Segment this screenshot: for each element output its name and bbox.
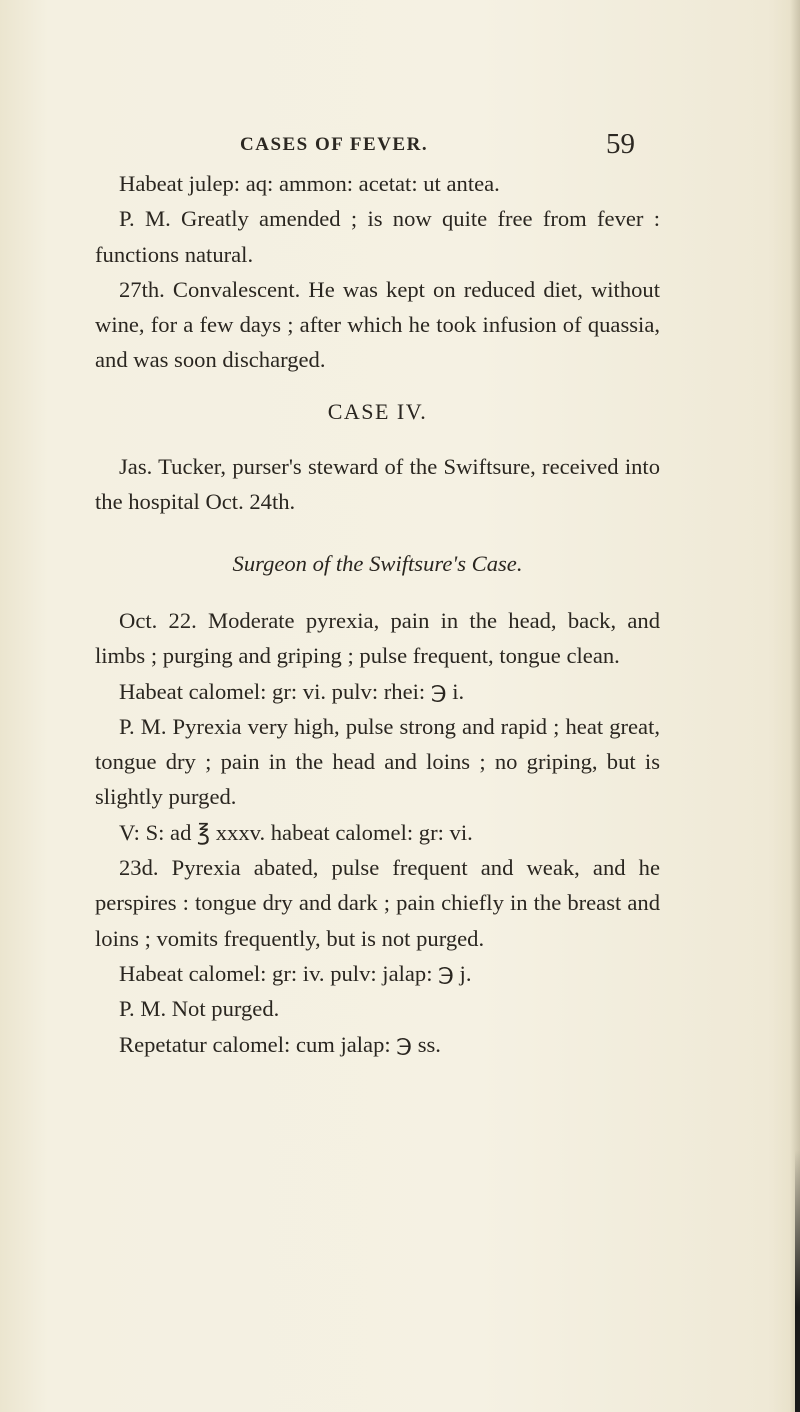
- case-entry: Habeat calomel: gr: iv. pulv: jalap: ℈ j.: [119, 960, 472, 986]
- case-entry: P. M. Not purged.: [119, 996, 280, 1022]
- page-edge-shadow: [790, 0, 800, 1412]
- paragraph: Habeat julep: aq: ammon: acetat: ut antea.: [119, 171, 500, 196]
- case-intro: Jas. Tucker, purser's steward of the Swiftsure, received into the hospital Oct. 24th.: [95, 454, 660, 515]
- case-heading: CASE IV.: [327, 398, 428, 424]
- case-entry: P. M. Pyrexia very high, pulse strong and rapid ; heat great, tongue dry ; pain in the head and loins ; no griping, but is slightly purged.: [95, 713, 660, 810]
- case-entry: Habeat calomel: gr: vi. pulv: rhei: ℈ i.: [119, 678, 465, 704]
- case-entry: 23d. Pyrexia abated, pulse frequent and weak, and he perspires : tongue dry and dark ; pain chiefly in the breast and loins ; vomits frequently, but is not purged.: [95, 855, 660, 951]
- paragraph: 27th. Convalescent. He was kept on reduced diet, without wine, for a few days ; after which he took infusion of quassia, and was soon discharged.: [95, 276, 660, 373]
- case-entry: Oct. 22. Moderate pyrexia, pain in the head, back, and limbs ; purging and griping ; pulse frequent, tongue clean.: [95, 607, 660, 669]
- case-entry: V: S: ad ℥ xxxv. habeat calomel: gr: vi.: [119, 819, 473, 845]
- running-head: CASES OF FEVER.: [240, 134, 429, 155]
- body-text: [95, 166, 660, 1062]
- surgeon-heading: Surgeon of the Swiftsure's Case.: [232, 550, 523, 576]
- case-entry: Repetatur calomel: cum jalap: ℈ ss.: [119, 1031, 441, 1057]
- paragraph: P. M. Greatly amended ; is now quite free from fever : functions natural.: [95, 206, 660, 267]
- page-number: 59: [606, 128, 635, 160]
- binding-shadow: [795, 1150, 800, 1412]
- page-header: [0, 128, 800, 168]
